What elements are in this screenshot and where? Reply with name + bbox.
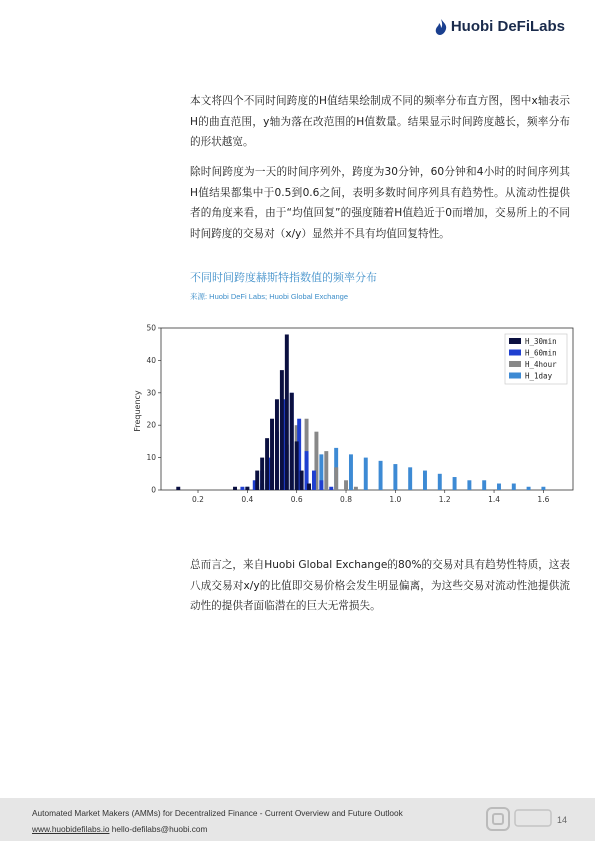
bar-H_30min-10 xyxy=(290,393,294,490)
email-text[interactable]: hello-defilabs@huobi.com xyxy=(111,824,208,834)
legend-swatch-3 xyxy=(509,373,521,379)
bar-H_1day-7 xyxy=(349,454,353,490)
legend-swatch-0 xyxy=(509,338,521,344)
x-tick-label-4: 1.0 xyxy=(389,495,402,504)
x-tick-label-1: 0.4 xyxy=(241,495,254,504)
bar-H_30min-3 xyxy=(255,471,259,490)
bar-H_60min-0 xyxy=(240,487,244,490)
brand-logo xyxy=(435,18,565,35)
bar-H_30min-13 xyxy=(307,484,311,490)
paragraph-1: 本文将四个不同时间跨度的H值结果绘制成不同的频率分布直方图，图中x轴表示H的曲直范围，y轴为落在改范围的H值数量。结果显示时间跨度越长，频率分布的形状越宽。 xyxy=(190,95,570,148)
bar-H_30min-4 xyxy=(260,458,264,490)
plot-area xyxy=(146,324,573,505)
bar-H_30min-6 xyxy=(270,419,274,490)
y-tick-label-4: 40 xyxy=(146,355,156,365)
bar-H_60min-10 xyxy=(319,480,323,490)
bar-H_30min-7 xyxy=(275,399,279,490)
x-tick-label-0: 0.2 xyxy=(192,495,204,504)
legend-label-1: H_60min xyxy=(525,348,557,358)
bar-H_30min-11 xyxy=(295,441,299,490)
bar-H_1day-9 xyxy=(379,461,383,490)
bar-H_1day-15 xyxy=(467,480,471,490)
watermark-logo-icon xyxy=(485,802,555,836)
bar-H_4hour-9 xyxy=(344,480,348,490)
y-tick-label-0: 0 xyxy=(151,485,156,495)
legend-swatch-1 xyxy=(509,350,521,356)
bar-H_60min-11 xyxy=(329,487,333,490)
y-tick-label-5: 50 xyxy=(146,323,156,333)
flame-icon xyxy=(435,19,447,35)
bar-H_30min-9 xyxy=(285,334,289,490)
bar-H_1day-13 xyxy=(438,474,442,490)
paragraph-3: 总而言之，来自Huobi Global Exchange的80%的交易对具有趋势性特质，这表八成交易对x/y的比值即交易价格会发生明显偏离，为这些交易对流动性池提供流动性的提供者面临潜在的巨大无常损失。 xyxy=(190,559,570,612)
bar-H_1day-18 xyxy=(512,484,516,490)
page-number: 14 xyxy=(556,815,567,825)
bar-H_1day-12 xyxy=(423,471,427,490)
bar-H_30min-2 xyxy=(245,487,249,490)
y-tick-label-3: 30 xyxy=(146,388,156,398)
y-tick-label-1: 10 xyxy=(146,453,156,463)
bar-H_1day-10 xyxy=(393,464,397,490)
website-link[interactable]: www.huobidefilabs.io xyxy=(32,824,110,834)
paragraph-2: 除时间跨度为一天的时间序列外，跨度为30分钟，60分钟和4小时的时间序列其H值结果都集中于0.5到0.6之间，表明多数时间序列具有趋势性。从流动性提供者的角度来看，由于“均值回复”的强度随着H值趋近于0而增加，交易所上的不同时间跨度的交易对（x/y）显然并不具有均值回复特性。 xyxy=(190,166,570,240)
chart-title: 不同时间跨度赫斯特指数值的频率分布 xyxy=(190,271,377,284)
bar-H_1day-17 xyxy=(497,484,501,490)
x-tick-label-3: 0.8 xyxy=(340,495,352,504)
bar-H_1day-14 xyxy=(453,477,457,490)
histogram-chart xyxy=(128,323,578,508)
bar-H_60min-9 xyxy=(312,471,316,490)
x-tick-label-5: 1.2 xyxy=(438,495,451,504)
legend-swatch-2 xyxy=(509,361,521,367)
bar-H_4hour-8 xyxy=(334,467,338,490)
bar-H_30min-8 xyxy=(280,370,284,490)
x-tick-label-7: 1.6 xyxy=(537,495,550,504)
legend-label-0: H_30min xyxy=(525,337,557,346)
bar-H_1day-11 xyxy=(408,467,412,490)
footer-title: Automated Market Makers (AMMs) for Decentralized Finance - Current Overview and Future Outlook xyxy=(32,808,403,818)
legend-label-3: H_1day xyxy=(525,371,553,381)
chart-source: 来源: Huobi DeFi Labs; Huobi Global Exchange xyxy=(190,292,348,301)
bar-H_30min-5 xyxy=(265,438,269,490)
footer-contact xyxy=(32,824,207,834)
legend-label-2: H_4hour xyxy=(525,360,557,369)
footer xyxy=(0,798,595,841)
y-tick-label-2: 20 xyxy=(146,420,156,430)
bar-H_30min-12 xyxy=(300,471,304,490)
x-tick-label-6: 1.4 xyxy=(488,495,501,504)
bar-H_1day-20 xyxy=(541,487,545,490)
bar-H_4hour-7 xyxy=(324,451,328,490)
bar-H_1day-16 xyxy=(482,480,486,490)
bar-H_1day-8 xyxy=(364,458,368,490)
brand-name: Huobi DeFiLabs xyxy=(450,18,565,35)
bar-H_30min-0 xyxy=(176,487,180,490)
bar-H_1day-19 xyxy=(527,487,531,490)
bar-H_30min-1 xyxy=(233,487,237,490)
y-axis-label: Frequency xyxy=(133,390,142,432)
bar-H_4hour-10 xyxy=(354,487,358,490)
x-tick-label-2: 0.6 xyxy=(290,495,303,504)
